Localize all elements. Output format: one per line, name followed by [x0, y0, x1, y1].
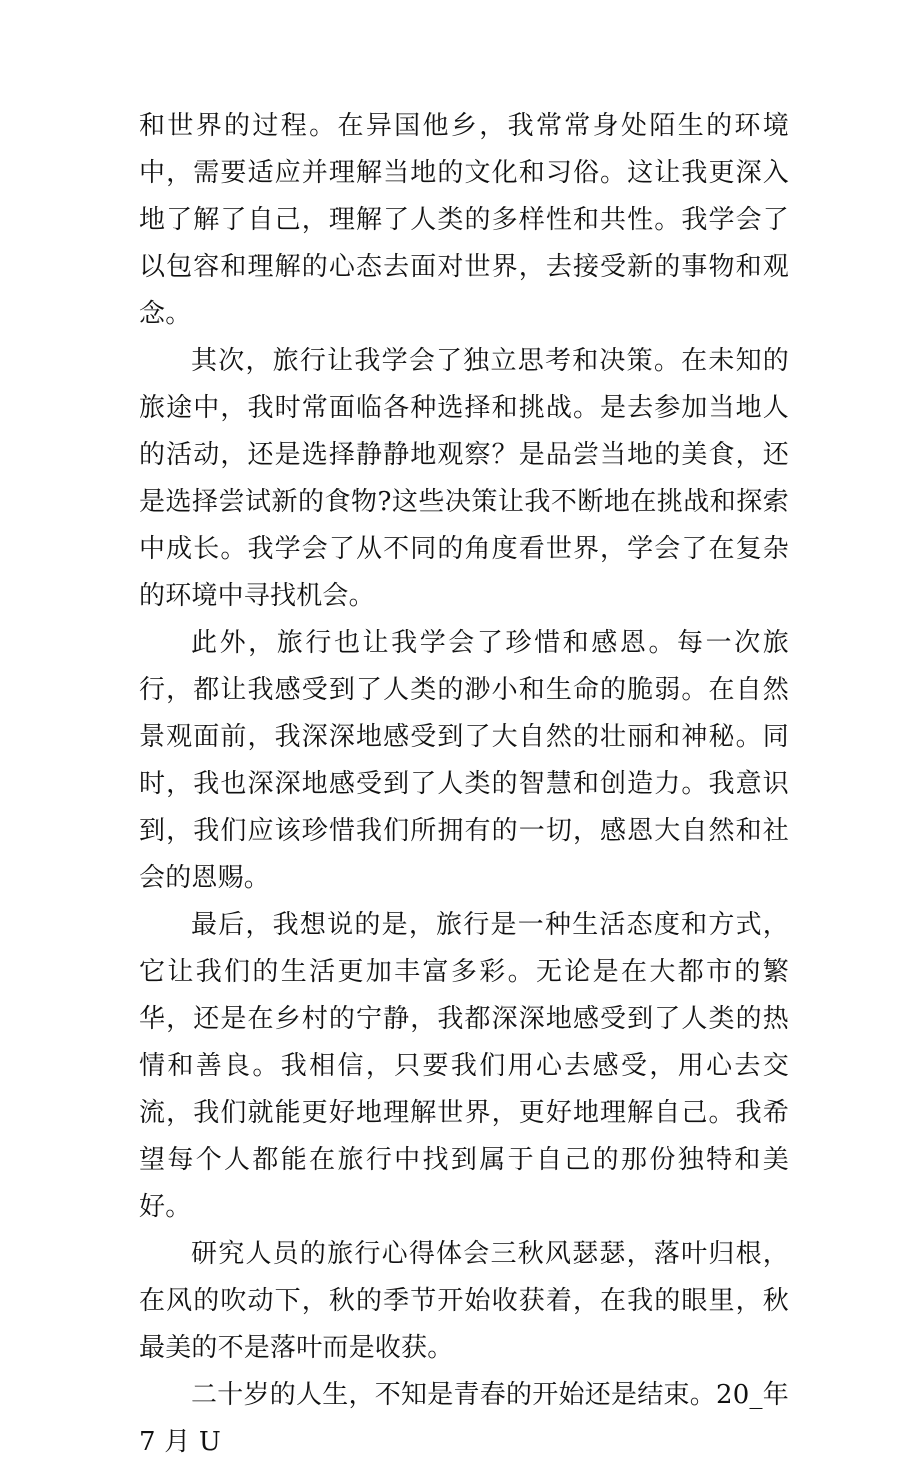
paragraph-2: 其次，旅行让我学会了独立思考和决策。在未知的旅途中，我时常面临各种选择和挑战。是去参加当地人的活动，还是选择静静地观察？是品尝当地的美食，还是选择尝试新的食物?这些决策让我不断地在挑战和探索中成长。我学会了从不同的角度看世界，学会了在复杂的环境中寻找机会。	[139, 346, 789, 611]
paragraph-6: 二十岁的人生，不知是青春的开始还是结束。20_年 7 月 U	[139, 1380, 789, 1457]
paragraph-3: 此外，旅行也让我学会了珍惜和感恩。每一次旅行，都让我感受到了人类的渺小和生命的脆弱。在自然景观面前，我深深地感受到了大自然的壮丽和神秘。同时，我也深深地感受到了人类的智慧和创造力。我意识到，我们应该珍惜我们所拥有的一切，感恩大自然和社会的恩赐。	[139, 628, 789, 893]
paragraph-5: 研究人员的旅行心得体会三秋风瑟瑟，落叶归根，在风的吹动下，秋的季节开始收获着，在我的眼里，秋最美的不是落叶而是收获。	[139, 1239, 789, 1363]
paragraph-1: 和世界的过程。在异国他乡，我常常身处陌生的环境中，需要适应并理解当地的文化和习俗。这让我更深入地了解了自己，理解了人类的多样性和共性。我学会了以包容和理解的心态去面对世界，去接受新的事物和观念。	[139, 111, 789, 329]
document-body	[139, 103, 789, 1466]
paragraph-4: 最后，我想说的是，旅行是一种生活态度和方式，它让我们的生活更加丰富多彩。无论是在大都市的繁华，还是在乡村的宁静，我都深深地感受到了人类的热情和善良。我相信，只要我们用心去感受，用心去交流，我们就能更好地理解世界，更好地理解自己。我希望每个人都能在旅行中找到属于自己的那份独特和美好。	[139, 910, 789, 1222]
